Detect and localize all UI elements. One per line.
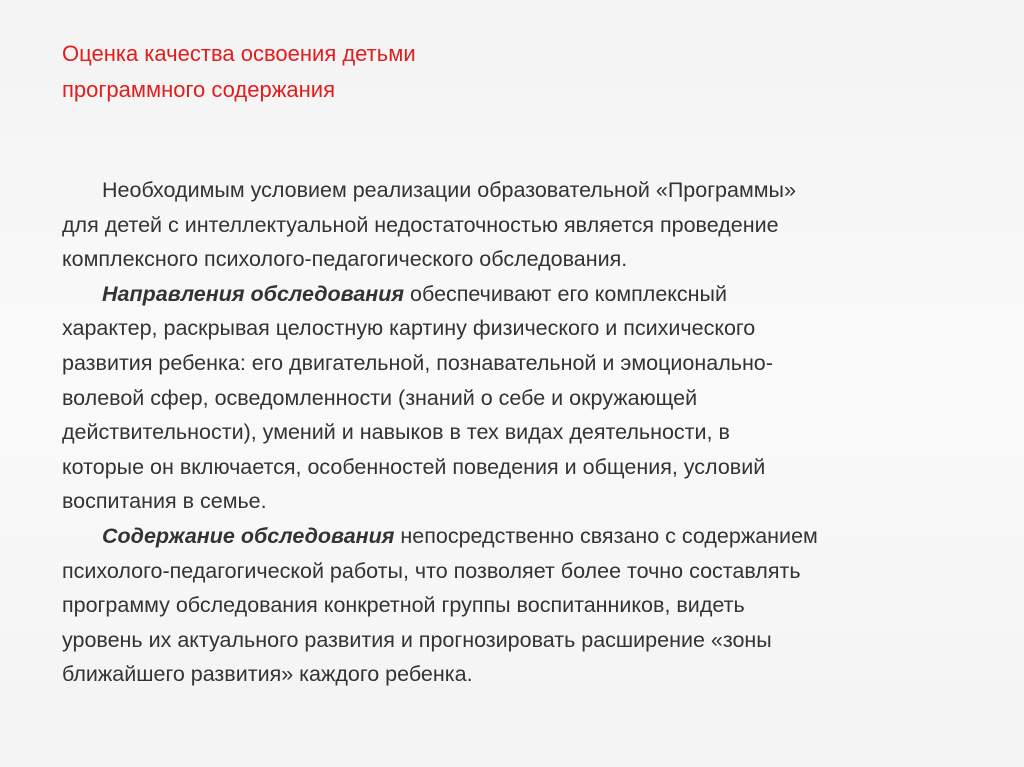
- p1-line: комплексного психолого-педагогического обследования.: [62, 247, 628, 272]
- p2-line: воспитания в семье.: [62, 489, 267, 514]
- p2-first-rest: обеспечивают его комплексный: [404, 281, 728, 306]
- p2-line: волевой сфер, осведомленности (знаний о себе и окружающей: [62, 385, 698, 410]
- term-directions: Направления обследования: [102, 281, 405, 306]
- p2-line: развития ребенка: его двигательной, познавательной и эмоционально-: [62, 350, 773, 375]
- p3-first-rest: непосредственно связано с содержанием: [394, 523, 818, 548]
- p2-line: характер, раскрывая целостную картину физического и психического: [62, 316, 756, 341]
- term-content: Содержание обследования: [102, 523, 395, 548]
- p1-line: для детей с интеллектуальной недостаточностью является проведение: [62, 212, 779, 237]
- title-line-1: Оценка качества освоения детьми: [62, 41, 416, 66]
- title-line-2: программного содержания: [62, 77, 336, 102]
- p3-line: уровень их актуального развития и прогнозировать расширение «зоны: [62, 627, 772, 652]
- p3-line: программу обследования конкретной группы воспитанников, видеть: [62, 593, 745, 618]
- p2-first-line: [62, 277, 967, 312]
- p3-line: психолого-педагогической работы, что позволяет более точно составлять: [62, 558, 801, 583]
- p2-line: которые он включается, особенностей поведения и общения, условий: [62, 454, 766, 479]
- body-text: [62, 173, 967, 692]
- p2-line: действительности), умений и навыков в тех видах деятельности, в: [62, 420, 730, 445]
- p1-line: Необходимым условием реализации образовательной «Программы»: [102, 178, 796, 202]
- p3-line: ближайшего развития» каждого ребенка.: [62, 662, 473, 687]
- p3-first-line: [62, 519, 967, 554]
- slide-title: [62, 36, 622, 108]
